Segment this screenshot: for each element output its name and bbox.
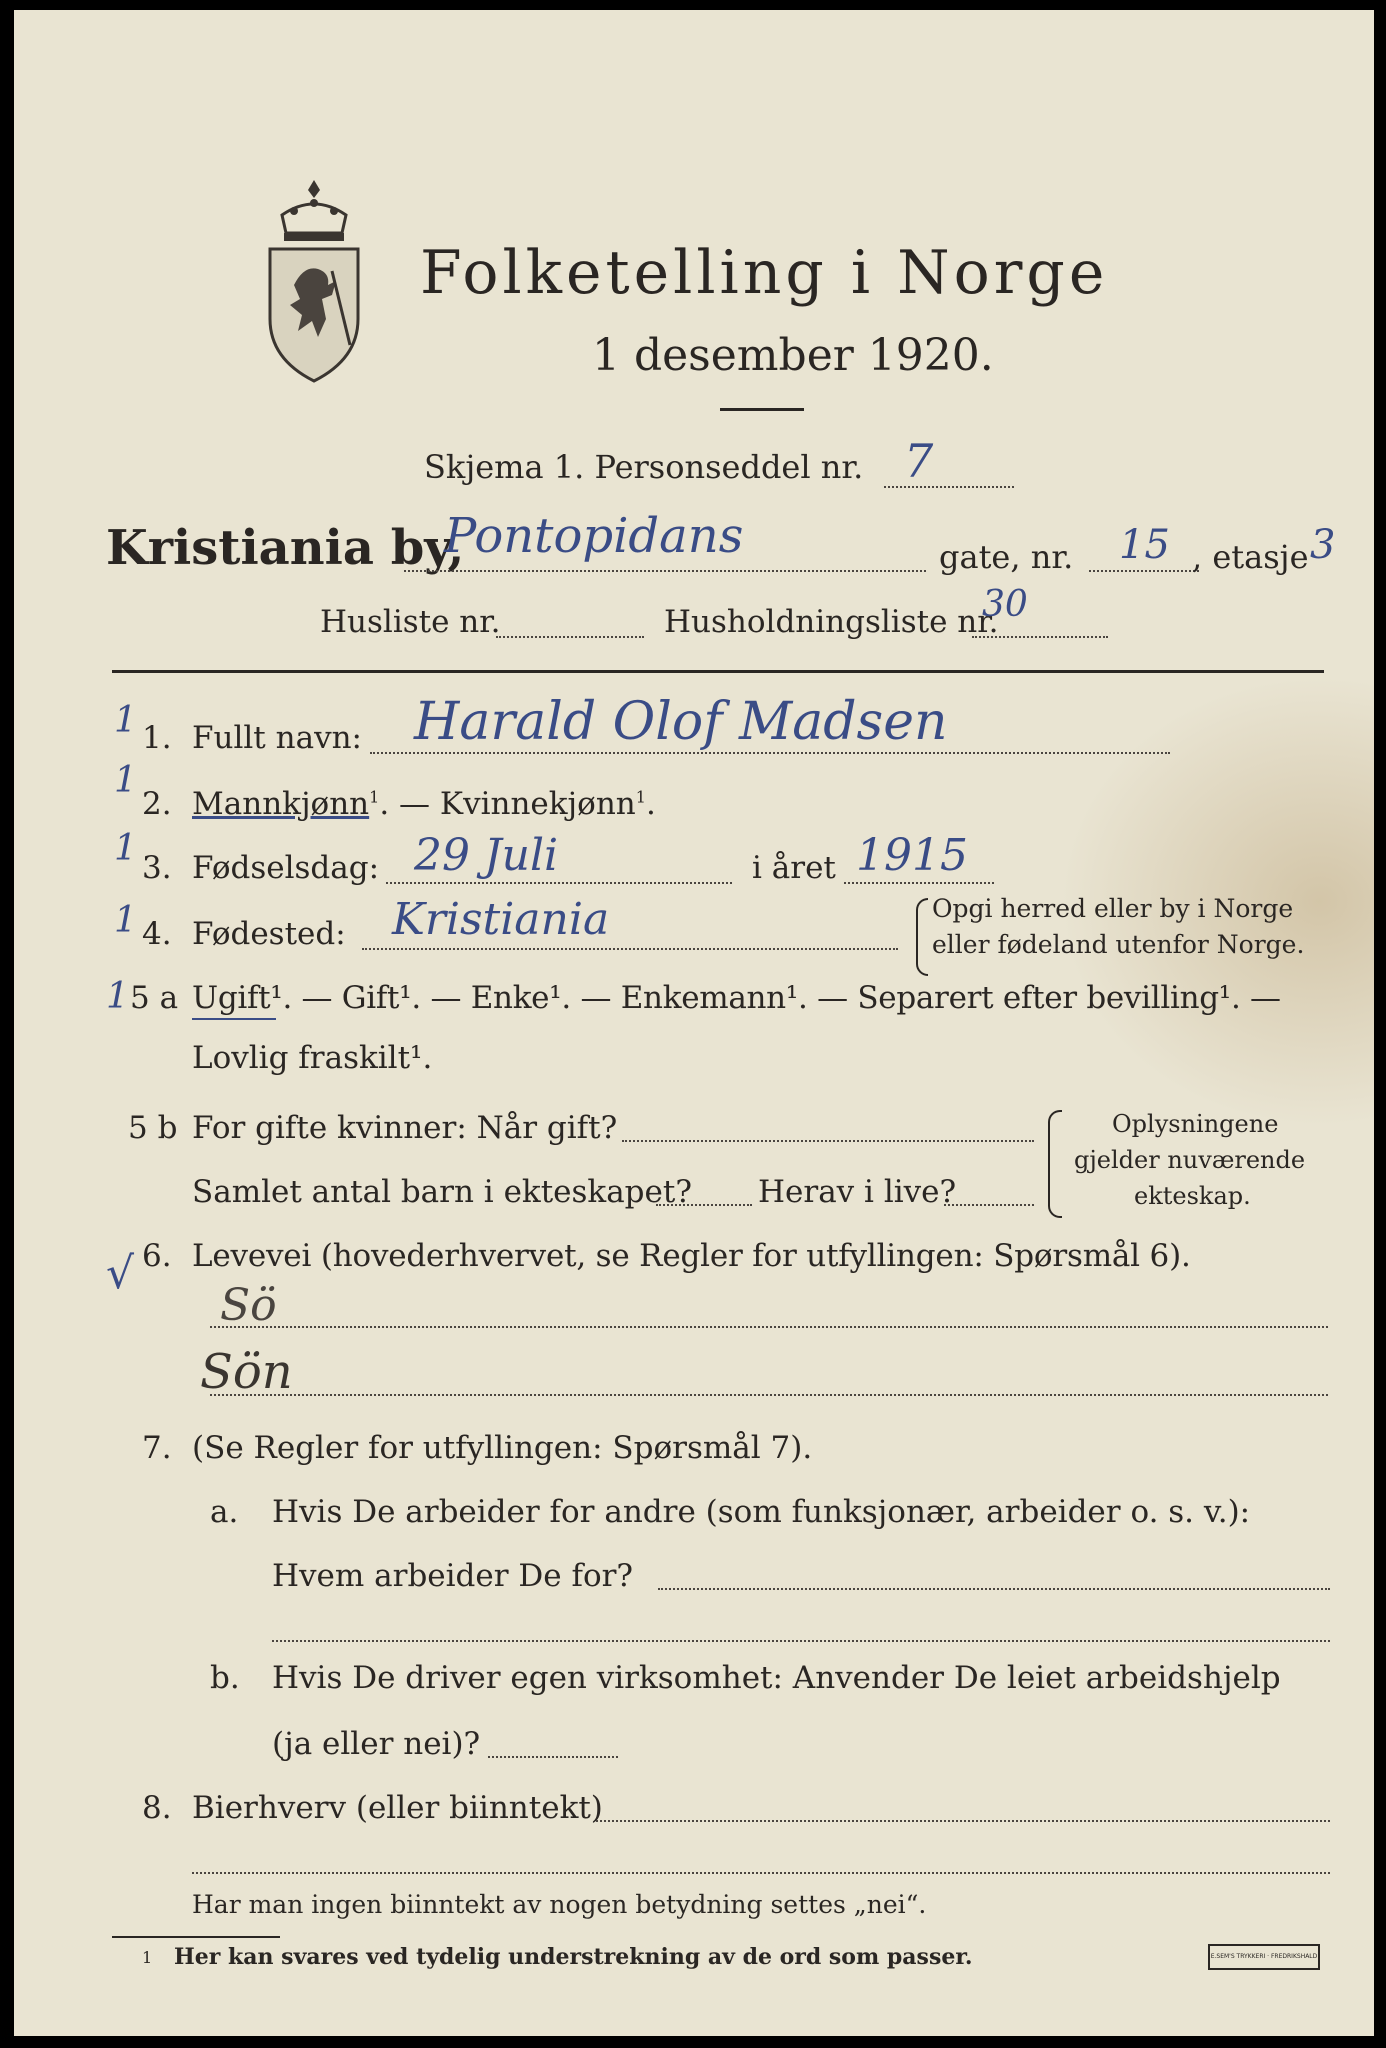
q3-number: 3. bbox=[142, 850, 172, 886]
q6-number: 6. bbox=[142, 1238, 172, 1274]
birthplace-value: Kristiania bbox=[392, 894, 610, 945]
q7b-line1: Hvis De driver egen virksomhet: Anvender De leiet arbeidshjelp bbox=[272, 1660, 1281, 1696]
side-income-line-2 bbox=[192, 1872, 1330, 1874]
separator: . — bbox=[379, 786, 440, 822]
footnote-ref: 1 bbox=[369, 787, 380, 807]
husholdning-line bbox=[972, 636, 1108, 638]
title-divider bbox=[720, 408, 804, 411]
q5b-number: 5 b bbox=[128, 1110, 178, 1146]
section-divider bbox=[112, 670, 1324, 673]
husholdning-value: 30 bbox=[982, 584, 1028, 625]
footnote-ref: 1 bbox=[635, 787, 646, 807]
q5a-number: 5 a bbox=[130, 980, 179, 1016]
q3-line bbox=[386, 882, 732, 884]
margin-tick: 1 bbox=[106, 976, 129, 1017]
footnote-text: Her kan svares ved tydelig understrekning av de ord som passer. bbox=[174, 1944, 973, 1970]
q7a-line1: Hvis De arbeider for andre (som funksjonær, arbeider o. s. v.): bbox=[272, 1494, 1251, 1530]
q7-label: (Se Regler for utfyllingen: Spørsmål 7). bbox=[192, 1430, 813, 1466]
q4-number: 4. bbox=[142, 916, 172, 952]
printer-stamp: E.SEM'S TRYKKERI · FREDRIKSHALD bbox=[1208, 1944, 1320, 1970]
q1-number: 1. bbox=[142, 720, 172, 756]
footnote-mark: 1 bbox=[142, 1948, 153, 1967]
side-income-line bbox=[596, 1820, 1330, 1822]
option-female: Kvinnekjønn bbox=[439, 786, 636, 822]
q3-label: Fødselsdag: bbox=[192, 850, 380, 886]
q4-note-line1: Opgi herred eller by i Norge bbox=[932, 894, 1294, 923]
marital-status-options-cont: Lovlig fraskilt¹. bbox=[192, 1040, 433, 1076]
footnote-rule bbox=[112, 1936, 280, 1938]
gender-options bbox=[192, 786, 656, 822]
coat-of-arms-icon bbox=[254, 175, 374, 390]
q5b-note2: gjelder nuværende bbox=[1074, 1146, 1306, 1174]
q5b-alive-label: Herav i live? bbox=[758, 1174, 957, 1210]
number-line bbox=[1089, 570, 1199, 572]
form-sheet bbox=[14, 10, 1374, 2036]
q7b-number: b. bbox=[210, 1660, 240, 1696]
marital-status-options: Ugift¹. — Gift¹. — Enke¹. — Enkemann¹. — Separert efter bevilling¹. — bbox=[192, 980, 1281, 1016]
q1-label: Fullt navn: bbox=[192, 720, 362, 756]
note-brace bbox=[1048, 1110, 1062, 1218]
q5b-note3: ekteskap. bbox=[1134, 1182, 1251, 1210]
q5b-line1: For gifte kvinner: Når gift? bbox=[192, 1110, 618, 1146]
street-value: Pontopidans bbox=[444, 508, 744, 564]
option-male: Mannkjønn bbox=[192, 786, 370, 822]
occupation-line-1 bbox=[210, 1326, 1328, 1328]
employer-line-2 bbox=[272, 1640, 1330, 1642]
etasje-label: , etasje bbox=[1192, 538, 1309, 576]
q5b-children-label: Samlet antal barn i ekteskapet? bbox=[192, 1174, 692, 1210]
year-line bbox=[844, 882, 994, 884]
birthday-value: 29 Juli bbox=[414, 830, 559, 881]
margin-tick: 1 bbox=[114, 760, 137, 801]
q7-number: 7. bbox=[142, 1430, 172, 1466]
q2-number: 2. bbox=[142, 786, 172, 822]
census-date: 1 desember 1920. bbox=[592, 330, 994, 381]
form-title: Folketelling i Norge bbox=[420, 238, 1109, 308]
margin-tick: 1 bbox=[114, 900, 137, 941]
q7a-number: a. bbox=[210, 1494, 239, 1530]
etasje-value: 3 bbox=[1310, 522, 1336, 568]
q4-line bbox=[362, 948, 898, 950]
husholdning-label: Husholdningsliste nr. bbox=[664, 604, 999, 640]
year-label: i året bbox=[752, 850, 836, 886]
q8-number: 8. bbox=[142, 1790, 172, 1826]
q8-label: Bierhverv (eller biinntekt) bbox=[192, 1790, 603, 1826]
separator: . bbox=[645, 786, 656, 822]
street-line bbox=[404, 570, 926, 572]
city-label: Kristiania by, bbox=[106, 520, 465, 576]
husliste-line bbox=[496, 636, 644, 638]
selection-underline bbox=[192, 1018, 276, 1020]
personseddel-number: 7 bbox=[904, 434, 934, 488]
alive-line bbox=[944, 1204, 1034, 1206]
q4-note-line2: eller fødeland utenfor Norge. bbox=[932, 930, 1305, 959]
street-number-value: 15 bbox=[1119, 522, 1170, 568]
margin-tick: 1 bbox=[114, 700, 137, 741]
q6-label: Levevei (hovederhvervet, se Regler for utfyllingen: Spørsmål 6). bbox=[192, 1238, 1191, 1274]
q7a-line2: Hvem arbeider De for? bbox=[272, 1558, 634, 1594]
husliste-label: Husliste nr. bbox=[320, 604, 501, 640]
schema-label: Skjema 1. Personseddel nr. bbox=[424, 448, 864, 486]
hired-help-line bbox=[488, 1756, 618, 1758]
q8-note: Har man ingen biinntekt av nogen betydning settes „nei“. bbox=[192, 1890, 927, 1919]
q4-label: Fødested: bbox=[192, 916, 346, 952]
occupation-struck-text: Sö bbox=[220, 1280, 277, 1331]
occupation-value: Sön bbox=[200, 1344, 293, 1400]
note-brace bbox=[916, 898, 928, 976]
gate-label: gate, nr. bbox=[939, 538, 1074, 576]
q5b-note1: Oplysningene bbox=[1112, 1110, 1279, 1138]
q1-line bbox=[370, 752, 1170, 754]
birth-year-value: 1915 bbox=[856, 830, 968, 881]
q7b-line2: (ja eller nei)? bbox=[272, 1726, 481, 1762]
children-line bbox=[656, 1204, 752, 1206]
margin-tick: √ bbox=[106, 1248, 135, 1299]
occupation-line-2 bbox=[210, 1394, 1328, 1396]
married-date-line bbox=[622, 1140, 1034, 1142]
margin-tick: 1 bbox=[114, 828, 137, 869]
full-name-value: Harald Olof Madsen bbox=[414, 692, 948, 752]
employer-line bbox=[658, 1588, 1330, 1590]
